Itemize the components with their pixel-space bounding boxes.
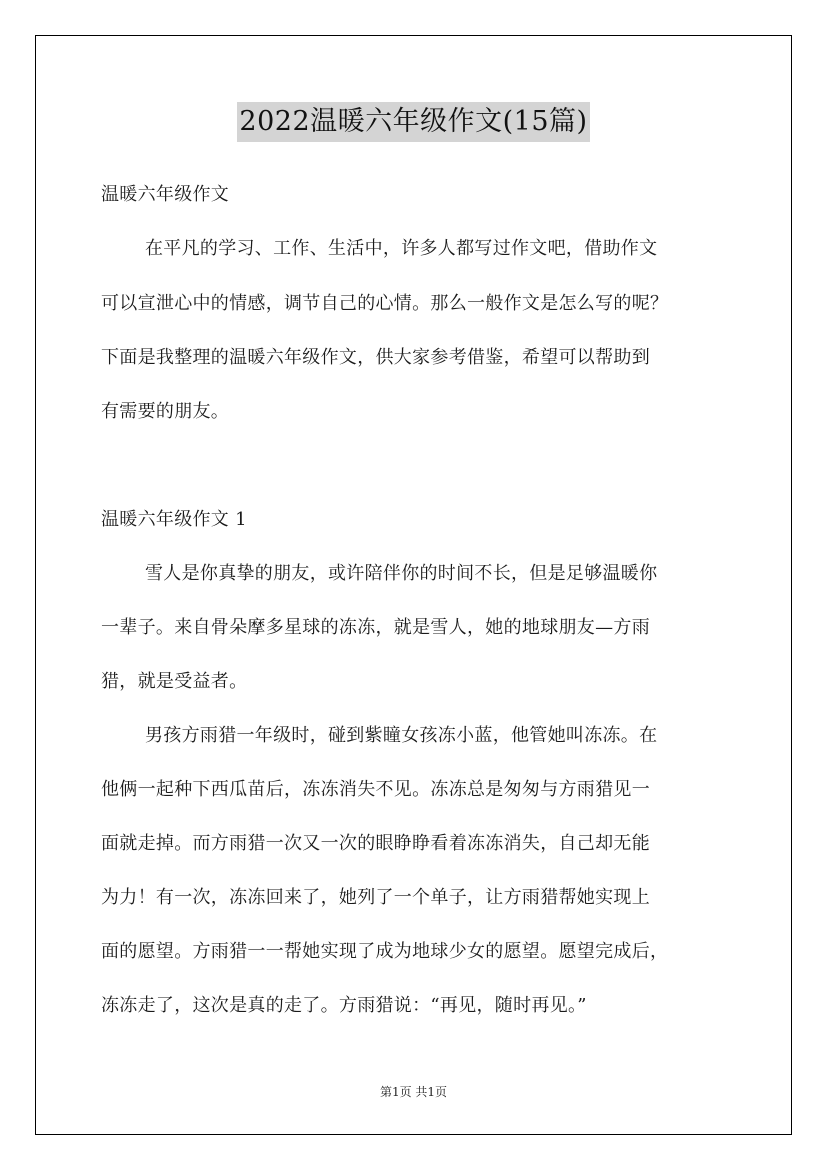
section-heading: 温暖六年级作文 1 — [101, 509, 247, 530]
paragraph-line: 面的愿望。方雨猎一一帮她实现了成为地球少女的愿望。愿望完成后， — [101, 941, 669, 962]
paragraph-line: 雪人是你真挚的朋友，或许陪伴你的时间不长，但是足够温暖你 — [145, 563, 658, 584]
paragraph-line: 猎，就是受益者。 — [101, 671, 248, 692]
document-title: 2022温暖六年级作文(15篇) — [237, 102, 589, 142]
paragraph-line: 在平凡的学习、工作、生活中，许多人都写过作文吧，借助作文 — [145, 238, 658, 259]
paragraph-line: 有需要的朋友。 — [101, 401, 230, 422]
section-heading: 温暖六年级作文 — [101, 184, 230, 205]
paragraph-line: 可以宣泄心中的情感，调节自己的心情。那么一般作文是怎么写的呢？ — [101, 293, 669, 314]
paragraph-line: 他俩一起种下西瓜苗后，冻冻消失不见。冻冻总是匆匆与方雨猎见一 — [101, 779, 650, 800]
paragraph-line: 一辈子。来自骨朵摩多星球的冻冻，就是雪人，她的地球朋友—方雨 — [101, 617, 650, 638]
paragraph-line: 冻冻走了，这次是真的走了。方雨猎说：“再见，随时再见。” — [101, 995, 587, 1016]
paragraph-line: 下面是我整理的温暖六年级作文，供大家参考借鉴，希望可以帮助到 — [101, 347, 650, 368]
page-footer: 第1页 共1页 — [379, 1085, 448, 1099]
paragraph-line: 面就走掉。而方雨猎一次又一次的眼睁睁看着冻冻消失，自己却无能 — [101, 833, 650, 854]
title-container — [0, 102, 827, 142]
paragraph-line: 为力！有一次，冻冻回来了，她列了一个单子，让方雨猎帮她实现上 — [101, 887, 650, 908]
paragraph-line: 男孩方雨猎一年级时，碰到紫瞳女孩冻小蓝，他管她叫冻冻。在 — [145, 725, 658, 746]
